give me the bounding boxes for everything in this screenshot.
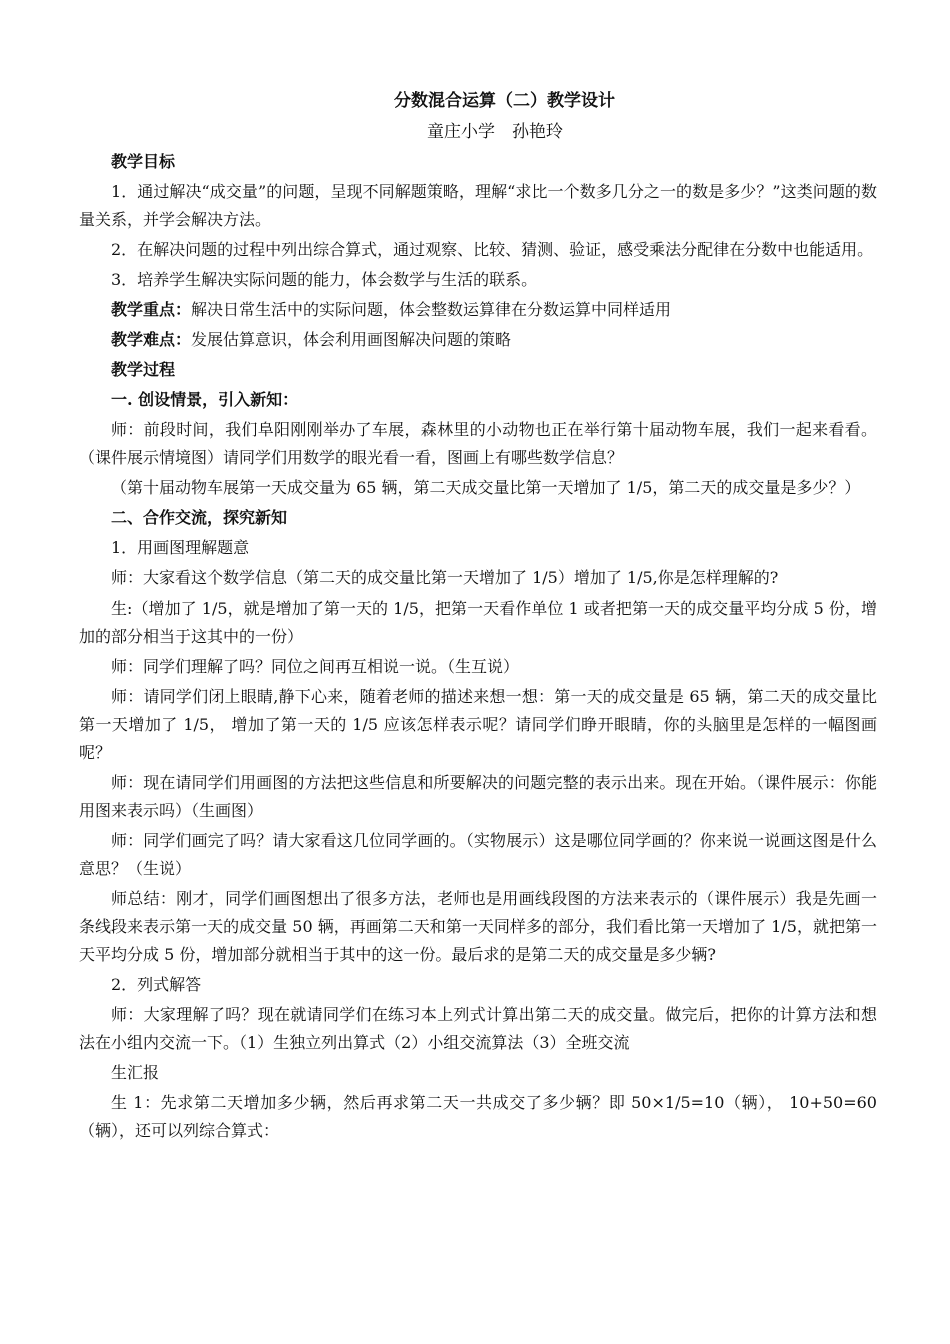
section-2-paragraph-5: 师：现在请同学们用画图的方法把这些信息和所要解决的问题完整的表示出来。现在开始。（课件展示：你能用图来表示吗）（生画图）: [79, 773, 877, 820]
objective-item-3: 3．培养学生解决实际问题的能力，体会数学与生活的联系。: [111, 270, 538, 289]
process-heading: 教学过程: [111, 360, 176, 379]
key-point-text: 解决日常生活中的实际问题，体会整数运算律在分数运算中同样适用: [191, 300, 672, 319]
section-2-paragraph-3: 师：同学们理解了吗？同位之间再互相说一说。（生互说）: [111, 657, 520, 676]
objectives-heading: 教学目标: [111, 152, 176, 171]
section-1-paragraph-1: 师：前段时间，我们阜阳刚刚举办了车展，森林里的小动物也正在举行第十届动物车展，我们一起来看看。（课件展示情境图）请同学们用数学的眼光看一看，图画上有哪些数学信息？: [79, 420, 877, 467]
section-2-paragraph-2: 生:（增加了 1/5，就是增加了第一天的 1/5，把第一天看作单位 1 或者把第一天的成交量平均分成 5 份，增加的部分相当于这其中的一份）: [79, 599, 877, 646]
difficulty-text: 发展估算意识，体会利用画图解决问题的策略: [191, 330, 512, 349]
section-2-subheading-2: 2．列式解答: [111, 975, 202, 994]
document-author: 童庄小学 孙艳玲: [427, 122, 563, 142]
section-1-heading: 一. 创设情景，引入新知：: [111, 390, 299, 409]
section-2-paragraph-10: 生 1：先求第二天增加多少辆，然后再求第二天一共成交了多少辆？即 50×1/5=10（辆）， 10+50=60（辆），还可以列综合算式：: [79, 1093, 877, 1140]
key-point-paragraph: [79, 296, 877, 324]
section-2-paragraph-8: 师：大家理解了吗？现在就请同学们在练习本上列式计算出第二天的成交量。做完后，把你的计算方法和想法在小组内交流一下。（1）生独立列出算式（2）小组交流算法（3）全班交流: [79, 1005, 877, 1052]
objective-item-2: 2．在解决问题的过程中列出综合算式，通过观察、比较、猜测、验证，感受乘法分配律在分数中也能适用。: [111, 240, 874, 259]
section-1-paragraph-2: （第十届动物车展第一天成交量为 65 辆，第二天成交量比第一天增加了 1/5，第二天的成交量是多少？）: [111, 478, 861, 497]
key-point-label: 教学重点：: [111, 300, 192, 319]
objective-item-1: 1．通过解决“成交量”的问题，呈现不同解题策略，理解“求比一个数多几分之一的数是多少？”这类问题的数量关系，并学会解决方法。: [79, 182, 877, 229]
document-title: 分数混合运算（二）教学设计: [394, 91, 615, 111]
difficulty-paragraph: [79, 326, 877, 354]
section-2-paragraph-4: 师：请同学们闭上眼睛,静下心来，随着老师的描述来想一想：第一天的成交量是 65 辆，第二天的成交量比第一天增加了 1/5， 增加了第一天的 1/5 应该怎样表示呢？请同学们睁开眼睛，你的头脑里是怎样的一幅图画呢？: [79, 687, 877, 762]
section-2-paragraph-6: 师：同学们画完了吗？请大家看这几位同学画的。（实物展示）这是哪位同学画的？你来说一说画这图是什么意思？（生说）: [79, 831, 877, 878]
section-2-paragraph-9: 生汇报: [111, 1063, 160, 1082]
section-2-paragraph-1: 师：大家看这个数学信息（第二天的成交量比第一天增加了 1/5）增加了 1/5,你是怎样理解的?: [111, 568, 779, 587]
section-2-subheading-1: 1．用画图理解题意: [111, 538, 250, 557]
document-body: [79, 148, 877, 1147]
section-2-paragraph-7: 师总结：刚才，同学们画图想出了很多方法，老师也是用画线段图的方法来表示的（课件展示）我是先画一条线段来表示第一天的成交量 50 辆，再画第二天和第一天同样多的部分，我们看比第一天增加了 1/5，就把第一天平均分成 5 份，增加部分就相当于其中的这一份。最后求的是第二天的成交量是多少辆?: [79, 889, 877, 964]
difficulty-label: 教学难点：: [111, 330, 192, 349]
section-2-heading: 二、合作交流，探究新知: [111, 508, 288, 527]
